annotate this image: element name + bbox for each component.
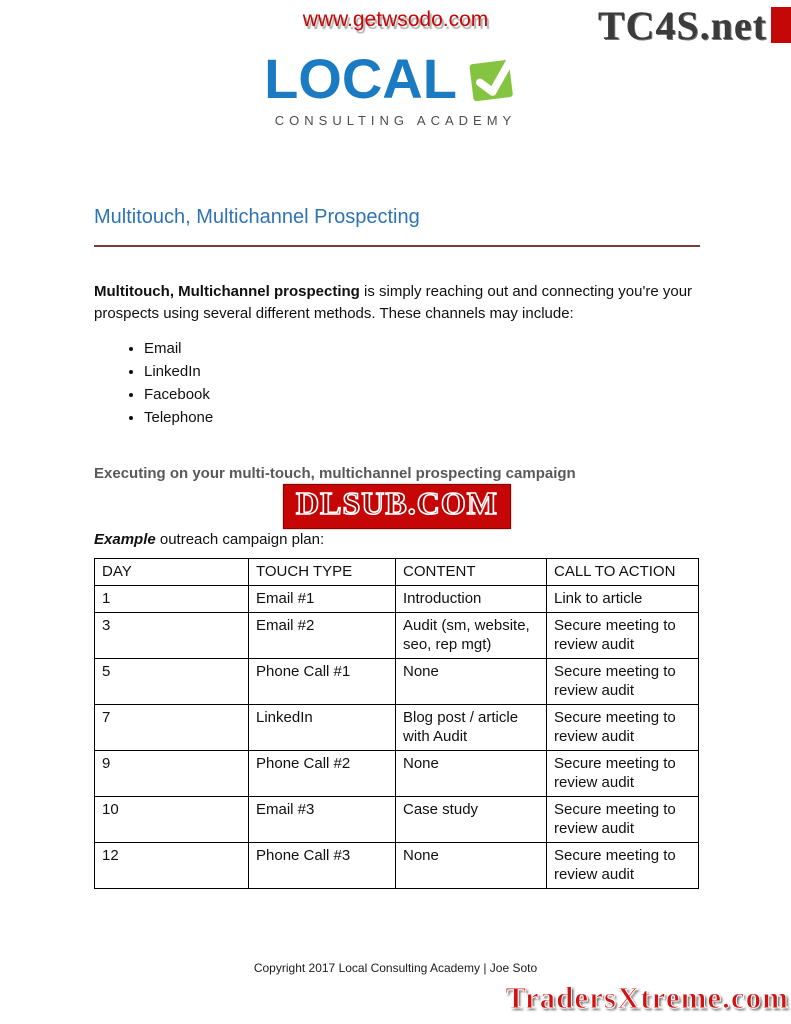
col-header-day: DAY bbox=[95, 559, 249, 586]
tc4s-watermark bbox=[598, 0, 791, 50]
example-label: Example bbox=[94, 531, 156, 548]
table-cell: Secure meeting to review audit bbox=[547, 797, 699, 843]
intro-bold-phrase: Multitouch, Multichannel prospecting bbox=[94, 283, 360, 300]
table-cell: Audit (sm, website, seo, rep mgt) bbox=[396, 613, 547, 659]
tradersxtreme-watermark: TradersXtreme.com bbox=[505, 980, 789, 1015]
example-rest-text: outreach campaign plan: bbox=[155, 531, 325, 548]
intro-rest-text: is simply reaching out and connecting you're your prospects using several different methods. These channels may include: bbox=[94, 283, 693, 322]
logo-subtitle: CONSULTING ACADEMY bbox=[274, 113, 517, 128]
copyright-footer: Copyright 2017 Local Consulting Academy | Joe Soto bbox=[253, 961, 538, 975]
list-item-email: • Email bbox=[144, 337, 700, 360]
tc4s-red-block bbox=[771, 7, 791, 43]
table-cell: Secure meeting to review audit bbox=[547, 613, 699, 659]
page-title: Multitouch, Multichannel Prospecting bbox=[94, 206, 420, 228]
table-cell: 9 bbox=[95, 751, 249, 797]
table-cell: Email #2 bbox=[249, 613, 396, 659]
table-cell: Case study bbox=[396, 797, 547, 843]
table-cell: None bbox=[396, 659, 547, 705]
table-cell: Secure meeting to review audit bbox=[547, 705, 699, 751]
table-cell: Email #3 bbox=[249, 797, 396, 843]
getwsodo-watermark: www.getwsodo.com bbox=[302, 8, 489, 31]
dlsub-watermark-wrap bbox=[94, 484, 700, 529]
table-cell: Email #1 bbox=[249, 586, 396, 613]
table-row bbox=[95, 843, 699, 889]
table-cell: 5 bbox=[95, 659, 249, 705]
table-cell: 12 bbox=[95, 843, 249, 889]
table-cell: 7 bbox=[95, 705, 249, 751]
table-row bbox=[95, 751, 699, 797]
table-cell: 1 bbox=[95, 586, 249, 613]
table-row bbox=[95, 659, 699, 705]
table-cell: None bbox=[396, 843, 547, 889]
intro-paragraph bbox=[94, 281, 700, 325]
logo-row bbox=[264, 46, 527, 111]
table-row bbox=[95, 586, 699, 613]
table-cell: Blog post / article with Audit bbox=[396, 705, 547, 751]
table-cell: 3 bbox=[95, 613, 249, 659]
table-cell: Secure meeting to review audit bbox=[547, 843, 699, 889]
checkmark-icon bbox=[461, 46, 527, 106]
list-item-linkedin: • LinkedIn bbox=[144, 360, 700, 383]
table-cell: None bbox=[396, 751, 547, 797]
table-cell: Phone Call #3 bbox=[249, 843, 396, 889]
example-caption bbox=[94, 531, 700, 548]
logo-wordmark: LOCAL bbox=[264, 47, 457, 110]
channels-list bbox=[94, 337, 700, 429]
table-cell: Secure meeting to review audit bbox=[547, 751, 699, 797]
table-cell: Link to article bbox=[547, 586, 699, 613]
table-cell: Secure meeting to review audit bbox=[547, 659, 699, 705]
table-cell: Phone Call #1 bbox=[249, 659, 396, 705]
list-item-facebook: • Facebook bbox=[144, 383, 700, 406]
table-cell: 10 bbox=[95, 797, 249, 843]
dlsub-watermark-badge bbox=[283, 484, 511, 529]
col-header-content: CONTENT bbox=[396, 559, 547, 586]
table-cell: Phone Call #2 bbox=[249, 751, 396, 797]
document-content bbox=[94, 206, 700, 889]
table-row bbox=[95, 797, 699, 843]
table-cell: LinkedIn bbox=[249, 705, 396, 751]
table-row bbox=[95, 613, 699, 659]
col-header-touch-type: TOUCH TYPE bbox=[249, 559, 396, 586]
table-row bbox=[95, 705, 699, 751]
dlsub-watermark-text: DLSUB.COM bbox=[296, 485, 498, 521]
tc4s-watermark-text: TC4S.net bbox=[597, 2, 767, 48]
section-heading: Executing on your multi-touch, multichannel prospecting campaign bbox=[94, 465, 576, 482]
table-header-row bbox=[95, 559, 699, 586]
col-header-call-to-action: CALL TO ACTION bbox=[547, 559, 699, 586]
table-cell: Introduction bbox=[396, 586, 547, 613]
campaign-plan-table bbox=[94, 558, 699, 889]
local-consulting-academy-logo bbox=[0, 46, 791, 130]
list-item-telephone: • Telephone bbox=[144, 406, 700, 429]
logo-inner bbox=[264, 46, 527, 128]
title-rule bbox=[94, 245, 700, 247]
